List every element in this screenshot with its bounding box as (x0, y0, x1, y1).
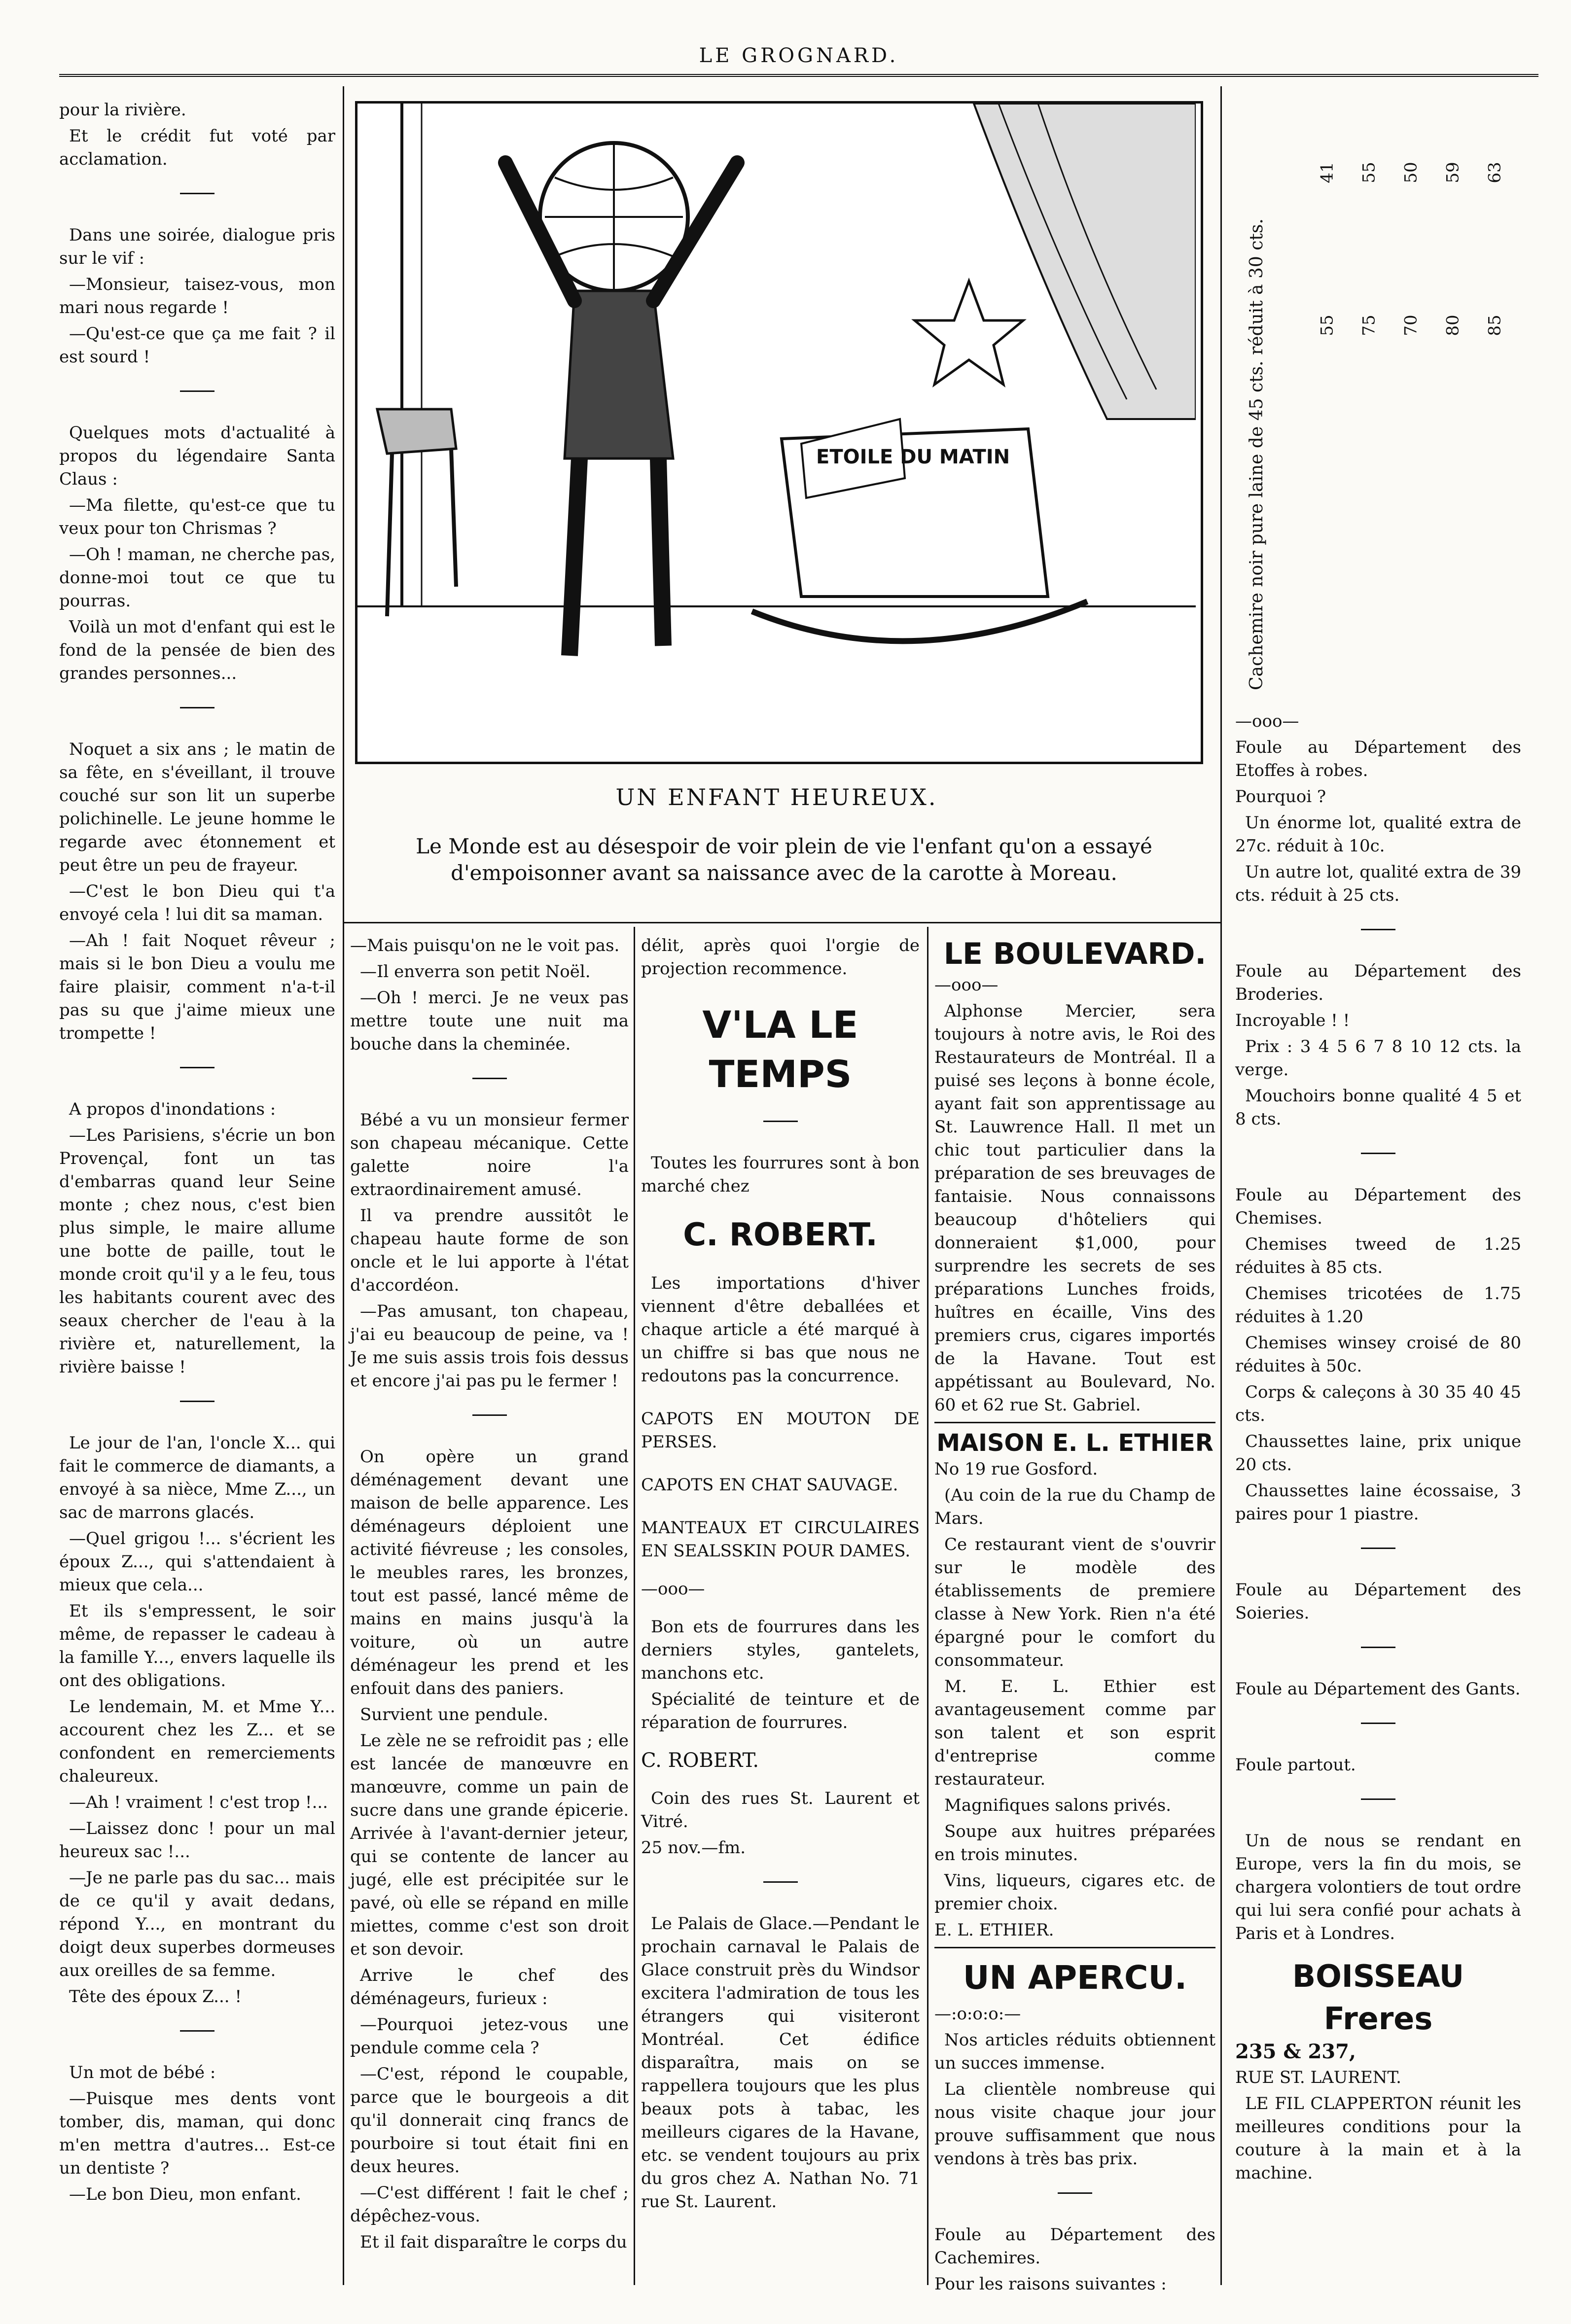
separator (763, 1121, 798, 1122)
ad-date: 25 nov.—fm. (641, 1838, 746, 1858)
text-paragraph: Spécialité de teinture et de réparation de fourrures. (641, 1690, 920, 1732)
ornament: —ooo— (641, 1579, 705, 1599)
text-paragraph: Il va prendre aussitôt le chapeau haute forme de son oncle et le lui apporte à l'état d'accordéon. (350, 1206, 629, 1295)
masthead-rule (59, 74, 1538, 77)
text-paragraph: Chemises winsey croisé de 80 réduites à 50c. (1235, 1333, 1521, 1376)
separator (1361, 1647, 1395, 1648)
text-paragraph: —C'est différent ! fait le chef ; dépêchez-vous. (350, 2183, 629, 2226)
ornament: —:o:o:o:— (934, 2004, 1021, 2024)
store-name: BOISSEAU Freres (1292, 1958, 1464, 2037)
text-paragraph: —Le bon Dieu, mon enfant. (69, 2184, 301, 2204)
text-paragraph: —Oh ! merci. Je ne veux pas mettre toute une nuit ma bouche dans la cheminée. (350, 988, 629, 1054)
separator (1361, 1153, 1395, 1154)
text-paragraph: —Ah ! fait Noquet rêveur ; mais si le bon Dieu a voulu me faire plaisir, comment n'a-t-il pas su que j'aime mieux une trompette ! (59, 931, 335, 1043)
maison-headline: MAISON E. L. ETHIER (936, 1429, 1214, 1457)
text-paragraph: Dans une soirée, dialogue pris sur le vif : (59, 225, 335, 268)
text-paragraph: —Mais puisqu'on ne le voit pas. (350, 936, 620, 955)
cartoon-illustration (355, 101, 1203, 764)
text-paragraph: —Puisque mes dents vont tomber, dis, maman, qui donc m'en mettra d'autres... Est-ce un dentiste ? (59, 2089, 335, 2178)
separator (1361, 1798, 1395, 1800)
text-paragraph: Le zèle ne se refroidit pas ; elle est lancée de manœuvre en manœuvre, comme un pain de sucre dans une grande épicerie. Arrivée à l'avant-dernier jeteur, qui se contente de lancer au jugé, elle est précipitée sur le pavé, où elle se répand en mille miettes, comme c'est son droit et son devoir. (350, 1731, 629, 1959)
text-paragraph: Chaussettes laine, prix unique 20 cts. (1235, 1432, 1521, 1475)
text-paragraph: —Je ne parle pas du sac... mais de ce qu'il y avait dedans, répond Y..., en montrant du doigt deux superbes dormeuses aux oreilles de sa femme. (59, 1868, 335, 1980)
text-paragraph: Noquet a six ans ; le matin de sa fête, en s'éveillant, il trouve couché sur son lit un superbe polichinelle. Le jeune homme le regarde avec étonnement et peut être un peu de frayeur. (59, 739, 335, 875)
text-paragraph: —Il enverra son petit Noël. (360, 962, 591, 982)
column-5 (1235, 710, 1521, 2188)
store-numbers: 235 & 237, (1235, 2040, 1356, 2063)
separator (1361, 1548, 1395, 1549)
separator (1058, 2192, 1092, 2194)
text-paragraph: —Monsieur, taisez-vous, mon mari nous regarde ! (59, 275, 335, 317)
cartoon-drawing (357, 104, 1196, 757)
text-paragraph: Corps & caleçons à 30 35 40 45 cts. (1235, 1382, 1521, 1425)
boulevard-headline: LE BOULEVARD. (943, 937, 1207, 971)
text-paragraph: pour la rivière. (59, 100, 186, 120)
price-cell: 80 (1443, 315, 1463, 336)
text-paragraph: Vins, liqueurs, cigares etc. de premier choix. (934, 1871, 1215, 1914)
text-paragraph: (Au coin de la rue du Champ de Mars. (934, 1485, 1215, 1528)
apercu-headline: UN APERCU. (963, 1959, 1187, 1997)
text-paragraph: Nos articles réduits obtiennent un succes immense. (934, 2030, 1215, 2073)
text-paragraph: Et il fait disparaître le corps du (360, 2232, 627, 2252)
text-paragraph: Le lendemain, M. et Mme Y... accourent chez les Z... et se confondent en remerciements chaleureux. (59, 1697, 335, 1786)
text-paragraph: Le Palais de Glace.—Pendant le prochain carnaval le Palais de Glace construit près du Windsor excitera l'admiration de tous les étrangers qui visiteront Montréal. Cet édifice disparaîtra, mais on se rappellera toujours que les plus beaux pots à tabac, les meilleurs cigares de la Havane, etc. se vendent toujours au prix du gros chez A. Nathan No. 71 rue St. Laurent. (641, 1914, 920, 2212)
column-rule (343, 86, 344, 2285)
ad-item: CAPOTS EN MOUTON DE PERSES. (641, 1409, 920, 1452)
ad-signature: C. ROBERT. (641, 1749, 759, 1772)
price-cell: 59 (1443, 162, 1463, 183)
separator (1361, 929, 1395, 930)
separator (180, 2030, 214, 2032)
ad-item: MANTEAUX ET CIRCULAIRES EN SEALSSKIN POUR DAMES. (641, 1518, 920, 1561)
text-paragraph: Foule partout. (1235, 1755, 1356, 1775)
newspaper-title: LE GROGNARD. (699, 44, 899, 67)
text-paragraph: Coin des rues St. Laurent et Vitré. (641, 1789, 920, 1831)
text-paragraph: —Ma filette, qu'est-ce que tu veux pour ton Chrismas ? (59, 495, 335, 538)
text-paragraph: Mouchoirs bonne qualité 4 5 et 8 cts. (1235, 1086, 1521, 1129)
separator (180, 1401, 214, 1402)
text-paragraph: Voilà un mot d'enfant qui est le fond de la pensée de bien des grandes personnes... (59, 617, 335, 683)
text-paragraph: A propos d'inondations : (69, 1099, 276, 1119)
text-paragraph: Pourquoi ? (1235, 787, 1326, 807)
price-cell: 41 (1317, 162, 1337, 183)
text-paragraph: Et ils s'empressent, le soir même, de repasser le cadeau à la famille Y..., envers laquelle ils ont des obligations. (59, 1601, 335, 1690)
separator (472, 1078, 507, 1079)
cartoon-bottom-rule (343, 922, 1220, 923)
text-paragraph: Arrive le chef des déménageurs, furieux : (350, 1966, 629, 2008)
ad-item: CAPOTS EN CHAT SAUVAGE. (641, 1475, 898, 1495)
table-header: Cachemire noir pure laine de 45 cts. réduit à 30 cts. (1247, 218, 1267, 690)
text-paragraph: LE FIL CLAPPERTON réunit les meilleures conditions pour la couture à la main et à la machine. (1235, 2094, 1521, 2183)
ad-signature: E. L. ETHIER. (934, 1920, 1054, 1940)
text-paragraph: Tête des époux Z... ! (69, 1987, 242, 2007)
price-cell: 55 (1359, 162, 1379, 183)
text-paragraph: Chemises tweed de 1.25 réduites à 85 cts. (1235, 1234, 1521, 1277)
divider (934, 1422, 1215, 1423)
column-rule (927, 927, 928, 2285)
separator (180, 193, 214, 194)
text-paragraph: délit, après quoi l'orgie de projection recommence. (641, 936, 920, 979)
separator (472, 1414, 507, 1416)
column-4 (934, 934, 1215, 2299)
text-paragraph: —Les Parisiens, s'écrie un bon Provençal, font un tas d'embarras quand leur Seine monte ; chez nous, c'est bien plus simple, le maire allume une botte de paille, tout le monde croit qu'il y a le feu, tous les habitants courent avec des seaux chercher de l'eau à la rivière et, naturellement, la rivière baisse ! (59, 1126, 335, 1377)
text-paragraph: —Pourquoi jetez-vous une pendule comme cela ? (350, 2015, 629, 2058)
text-paragraph: Les importations d'hiver viennent d'être deballées et chaque article a été marqué à un chiffre si bas que nous ne redoutons pas la concurrence. (641, 1273, 920, 1386)
text-paragraph: Foule au Département des Chemises. (1235, 1185, 1521, 1228)
text-paragraph: Pour les raisons suivantes : (934, 2274, 1167, 2294)
separator (180, 707, 214, 708)
separator (180, 390, 214, 392)
text-paragraph: Magnifiques salons privés. (944, 1796, 1172, 1815)
address: No 19 rue Gosford. (934, 1459, 1098, 1479)
ornament: —ooo— (934, 975, 999, 995)
price-cell: 50 (1401, 162, 1421, 183)
divider (934, 1947, 1215, 1948)
text-paragraph: Et le crédit fut voté par acclamation. (59, 126, 335, 169)
text-paragraph: Foule au Département des Broderies. (1235, 961, 1521, 1004)
text-paragraph: Toutes les fourrures sont à bon marché chez (641, 1153, 920, 1196)
text-paragraph: —C'est, répond le coupable, parce que le bourgeois a dit qu'il donnerait cinq francs de pourboire si tout était fini en deux heures. (350, 2064, 629, 2177)
column-rule (634, 927, 635, 2285)
merchant-name: C. ROBERT. (683, 1217, 878, 1253)
ad-headline: V'LA LE TEMPS (702, 1003, 858, 1096)
cartoon-caption-text: Le Monde est au désespoir de voir plein de vie l'enfant qu'on a essayé d'empoisonner avant sa naissance avec de la carotte à Moreau. (416, 834, 1152, 885)
text-paragraph: —Qu'est-ce que ça me fait ? il est sourd ! (59, 324, 335, 367)
cartoon-caption-title: UN ENFANT HEUREUX. (615, 784, 938, 810)
text-paragraph: Chemises tricotées de 1.75 réduites à 1.20 (1235, 1284, 1521, 1327)
text-paragraph: Incroyable ! ! (1235, 1011, 1350, 1030)
text-paragraph: Survient une pendule. (360, 1705, 548, 1725)
text-paragraph: On opère un grand déménagement devant une maison de belle apparence. Les déménageurs déploient une activité fiévreuse ; les consoles, le meubles rares, les bronzes, tout est passé, lancé même de mains en mains jusqu'à la voiture, où un autre déménageur les prend et les enfouit dans des paniers. (350, 1447, 629, 1698)
text-paragraph: Foule au Département des Cachemires. (934, 2225, 1215, 2268)
text-paragraph: Un autre lot, qualité extra de 39 cts. réduit à 25 cts. (1235, 862, 1521, 905)
text-paragraph: Prix : 3 4 5 6 7 8 10 12 cts. la verge. (1235, 1037, 1521, 1080)
ornament: —ooo— (1235, 711, 1299, 731)
text-paragraph: —Oh ! maman, ne cherche pas, donne-moi tout ce que tu pourras. (59, 545, 335, 611)
column-3 (641, 934, 920, 2217)
cachemire-price-table (1243, 123, 1519, 690)
text-paragraph: —Pas amusant, ton chapeau, j'ai eu beaucoup de peine, va ! Je me suis assis trois fois dessus et encore j'ai pas pu le fermer ! (350, 1302, 629, 1391)
text-paragraph: Un mot de bébé : (69, 2063, 216, 2082)
column-2 (350, 934, 629, 2257)
text-paragraph: Alphonse Mercier, sera toujours à notre avis, le Roi des Restaurateurs de Montréal. Il a puisé ses leçons à bonne école, ayant fait son apprentissage au St. Lauwrence Hall. Il met un chic tout particulier dans la préparation de ses breuvages de fantaisie. Nous connaissons beaucoup d'hôteliers qui donneraient $1,000, pour surprendre les secrets de ses préparations Lunches froids, huîtres en écaille, Vins des premiers crus, cigares importés de la Havane. Tout est appétissant au Boulevard, No. 60 et 62 rue St. Gabriel. (934, 1001, 1215, 1415)
price-cell: 75 (1359, 315, 1379, 336)
cradle-label: ETOILE DU MATIN (816, 446, 1010, 468)
price-cell: 85 (1485, 315, 1505, 336)
text-paragraph: Foule au Département des Soieries. (1235, 1580, 1521, 1623)
text-paragraph: Bébé a vu un monsieur fermer son chapeau mécanique. Cette galette noire l'a extraordinairement amusé. (350, 1110, 629, 1199)
text-paragraph: La clientèle nombreuse qui nous visite chaque jour jour prouve suffisamment que nous vendons à très bas prix. (934, 2079, 1215, 2169)
text-paragraph: Foule au Département des Etoffes à robes. (1235, 738, 1521, 780)
price-cell: 63 (1485, 162, 1505, 183)
text-paragraph: M. E. L. Ethier est avantageusement comme par son talent et son esprit d'entreprise comme restaurateur. (934, 1677, 1215, 1789)
text-paragraph: Ce restaurant vient de s'ouvrir sur le modèle des établissements de premiere classe à New York. Rien n'a été épargné pour le comfort du consommateur. (934, 1535, 1215, 1670)
separator (763, 1881, 798, 1883)
store-street: RUE ST. LAURENT. (1235, 2068, 1401, 2087)
separator (180, 1067, 214, 1068)
separator (1361, 1723, 1395, 1724)
column-rule (1220, 86, 1222, 2285)
column-1 (59, 99, 335, 2209)
price-cell: 55 (1317, 315, 1337, 336)
text-paragraph: Un énorme lot, qualité extra de 27c. réduit à 10c. (1235, 813, 1521, 856)
text-paragraph: Chaussettes laine écossaise, 3 paires pour 1 piastre. (1235, 1481, 1521, 1524)
text-paragraph: —Ah ! vraiment ! c'est trop !... (69, 1793, 328, 1812)
text-paragraph: —Quel grigou !... s'écrient les époux Z..., qui s'attendaient à mieux que cela... (59, 1529, 335, 1595)
text-paragraph: Un de nous se rendant en Europe, vers la fin du mois, se chargera volontiers de tout ordre qui lui sera confié pour achats à Paris et à Londres. (1235, 1831, 1521, 1943)
price-cell: 70 (1401, 315, 1421, 336)
text-paragraph: —Laissez donc ! pour un mal heureux sac !... (59, 1819, 335, 1862)
text-paragraph: Foule au Département des Gants. (1235, 1679, 1521, 1699)
text-paragraph: Quelques mots d'actualité à propos du légendaire Santa Claus : (59, 423, 335, 489)
masthead (59, 35, 1538, 80)
text-paragraph: —C'est le bon Dieu qui t'a envoyé cela ! lui dit sa maman. (59, 881, 335, 924)
text-paragraph: Soupe aux huitres préparées en trois minutes. (934, 1822, 1215, 1865)
text-paragraph: Bon ets de fourrures dans les derniers styles, gantelets, manchons etc. (641, 1617, 920, 1683)
text-paragraph: Le jour de l'an, l'oncle X... qui fait le commerce de diamants, a envoyé à sa nièce, Mme Z..., un sac de marrons glacés. (59, 1433, 335, 1522)
